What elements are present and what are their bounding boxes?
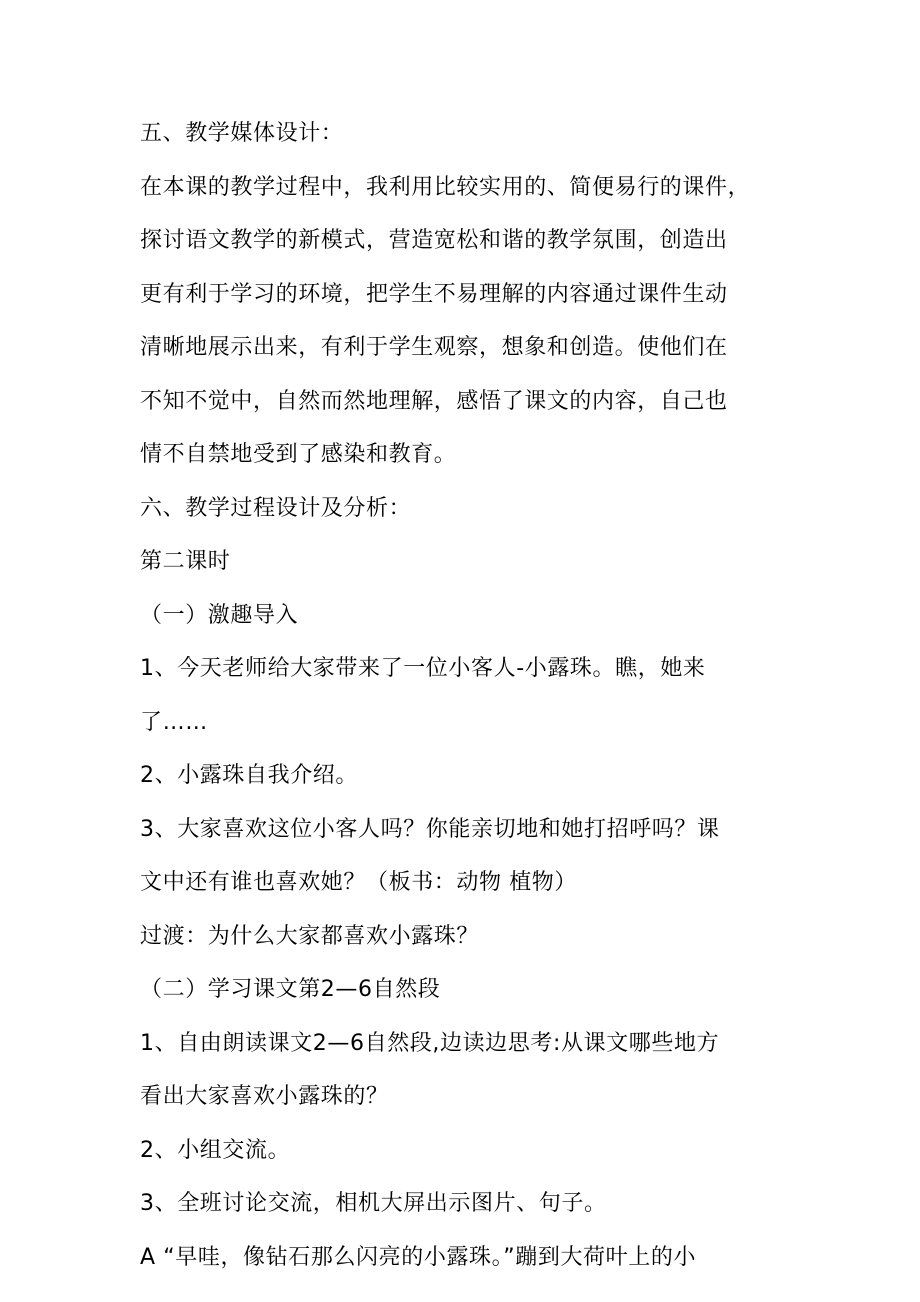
section-heading-process: 六、教学过程设计及分析：	[140, 495, 412, 521]
paragraph-line: 情不自禁地受到了感染和教育。	[140, 442, 457, 467]
list-item: 3、全班讨论交流，相机大屏出示图片、句子。	[140, 1191, 607, 1216]
list-item: 2、小组交流。	[140, 1137, 291, 1163]
paragraph-line: 在本课的教学过程中，我利用比较实用的、简便易行的课件，	[140, 174, 751, 200]
list-item: 1、今天老师给大家带来了一位小客人-小露珠。瞧，她来	[140, 656, 706, 681]
quote-line: A “早哇，像钻石那么闪亮的小露珠。”蹦到大荷叶上的小	[140, 1244, 697, 1270]
list-item: 2、小露珠自我介绍。	[140, 763, 358, 788]
list-item: 1、自由朗读课文2—6自然段,边读边思考:从课文哪些地方	[140, 1030, 720, 1056]
document-page	[140, 107, 820, 1284]
list-item-continuation: 看出大家喜欢小露珠的？	[140, 1084, 389, 1109]
paragraph-line: 不知不觉中，自然而然地理解，感悟了课文的内容，自己也	[140, 388, 728, 414]
subsection-heading: （二）学习课文第2—6自然段	[140, 977, 441, 1002]
paragraph-line: 更有利于学习的环境，把学生不易理解的内容通过课件生动	[140, 281, 728, 307]
section-heading-media-design: 五、教学媒体设计：	[140, 121, 344, 146]
subsection-heading: （一）激趣导入	[140, 602, 299, 628]
list-item: 3、大家喜欢这位小客人吗？你能亲切地和她打招呼吗？课	[140, 816, 720, 842]
paragraph-line: 探讨语文教学的新模式，营造宽松和谐的教学氛围，创造出	[140, 228, 728, 253]
list-item-continuation: 文中还有谁也喜欢她？（板书：动物 植物）	[140, 870, 577, 895]
transition-line: 过渡：为什么大家都喜欢小露珠？	[140, 923, 480, 949]
lesson-title: 第二课时	[140, 549, 231, 574]
paragraph-line: 清晰地展示出来，有利于学生观察，想象和创造。使他们在	[140, 335, 728, 360]
list-item-continuation: 了……	[140, 709, 208, 735]
